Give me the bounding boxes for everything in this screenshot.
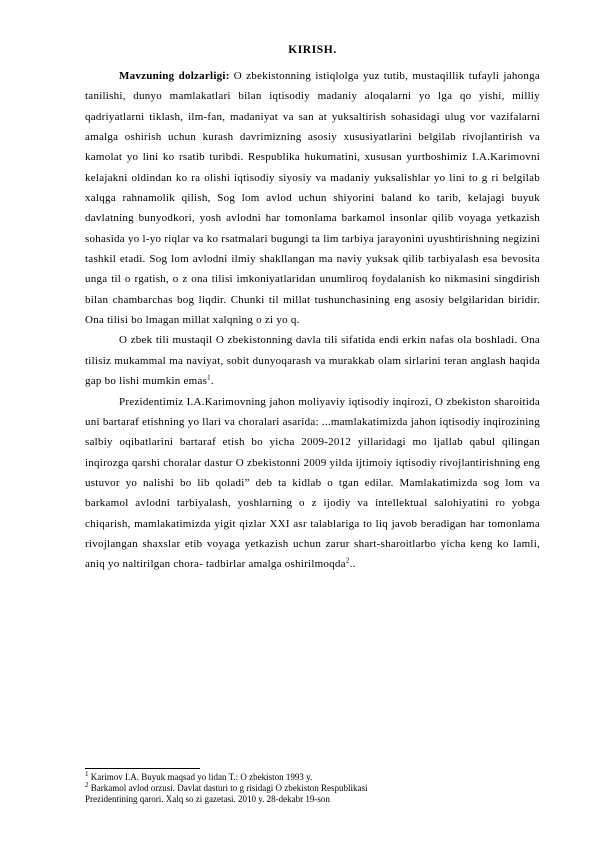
footnote-ref-1[interactable]: 1: [207, 373, 211, 382]
footnote-ref-2[interactable]: 2: [345, 556, 350, 565]
footnote-2-continued: [85, 794, 555, 805]
paragraph-3: [85, 392, 540, 575]
paragraph-3-text: Prezidentimiz I.A.Karimovning jahon moliyaviy iqtisodiy inqirozi, O zbekiston sharoitida uni bartaraf etishning yo llari va choralari asarida: ...mamlakatimizda jahon iqtisodiy inqirozining salbiy oqibatlarini bartaraf etish bo yicha 2009-2012 yillaridagi mo ljallab qabul qilingan inqirozga qarshi choralar dastur O zbekistonni 2009 yilda ijtimoiy iqtisodiy rivojlantirishning eng ustuvor yo nalishi bo lib qoladi” deb ta kidlab o tgan edilar. Mamlakatimizda sog lom va barkamol avlodni tarbiyalash, yoshlarning o z ijodiy va intellektual salohiyatini ro yobga chiqarish, mamlakatimizda yigit qizlar XXI asr talablariga to liq javob beradigan har tomonlama rivojlangan shaxslar etib voyaga yetkazish uchun zarur shart-sharoitlarbo yicha keng ko lamli, aniq yo naltirilgan chora- tadbirlar amalga oshirilmoqda: [85, 395, 540, 571]
body-text: [85, 66, 540, 575]
footnote-2-marker: 2: [85, 781, 89, 790]
topic-relevance-label: Mavzuning dolzarligi:: [119, 70, 230, 82]
footnote-1-text: Karimov I.A. Buyuk maqsad yo lidan T.: O zbekiston 1993 y.: [88, 772, 313, 782]
paragraph-1: [85, 66, 540, 330]
footnote-2-continued-text: Prezidentining qarori. Xalq so zi gazetasi. 2010 y. 28-dekabr 19-son: [85, 794, 330, 805]
paragraph-2-text: O zbek tili mustaqil O zbekistonning davla tili sifatida endi erkin nafas ola boshladi. Ona tilisiz mukammal ma naviyat, sobit dunyoqarash va murakkab olam sirlarini teran anglash haqida gap bo lishi mumkin emas: [85, 334, 540, 388]
page-heading: KIRISH.: [288, 44, 337, 56]
footnote-divider: [85, 768, 200, 769]
footnote-1: [85, 772, 555, 783]
footnote-2: [85, 783, 555, 794]
paragraph-2-end: .: [210, 375, 214, 388]
footnote-2-text: Barkamol avlod orzusi. Davlat dasturi to g risidagi O zbekiston Respublikasi: [88, 783, 368, 794]
footnote-1-marker: 1: [85, 770, 89, 778]
paragraph-1-text: O zbekistonning istiqlolga yuz tutib, mustaqillik tufayli jahonga tanilishi, dunyo mamlakatlari bilan iqtisodiy madaniy aloqalarni yo lga qo yishi, milliy qadriyatlarni tiklash, ilm-fan, madaniyat va san at yuksaltirish sohasidagi ulug vor vazifalarni amalga oshirish uchun kurash davrimizning asosiy xususiyatlarini belgilab rivojlantirish va kamolat yo lini ko rsatib turibdi. Respublika hukumatini, xususan yurtboshimiz I.A.Karimovni kelajakni oldindan ko ra olishi iqtisodiy siyosiy va madaniy yuksalishlar yo lini to g ri belgilab xalqga rahnamolik qilish, Sog lom avlod uchun shiyorini baland ko tarib, kelajagi buyuk davlatning bunyodkori, yosh avlodni har tomonlama barkamol insonlar qilib voyaga yetkazish sohasida yo l-yo riqlar va ko rsatmalari bugungi ta lim tarbiya jarayonini uyushtirishning negizini tashkil etadi. Sog lom avlodni ilmiy shakllangan ma naviy yuksak qilib tarbiyalash esa bevosita unga til o rgatish, o z ona tilisi imkoniyatlaridan unumliroq foydalanish ko nikmasini singdirish bilan chambarchas bog liqdir. Chunki til millat tushunchasining eng asosiy belgilaridan biridir. Ona tilisi bo lmagan millat xalqning o zi yo q.: [85, 70, 540, 327]
footnotes: [85, 772, 555, 806]
paragraph-3-end: ..: [349, 558, 356, 571]
paragraph-2: [85, 330, 540, 391]
